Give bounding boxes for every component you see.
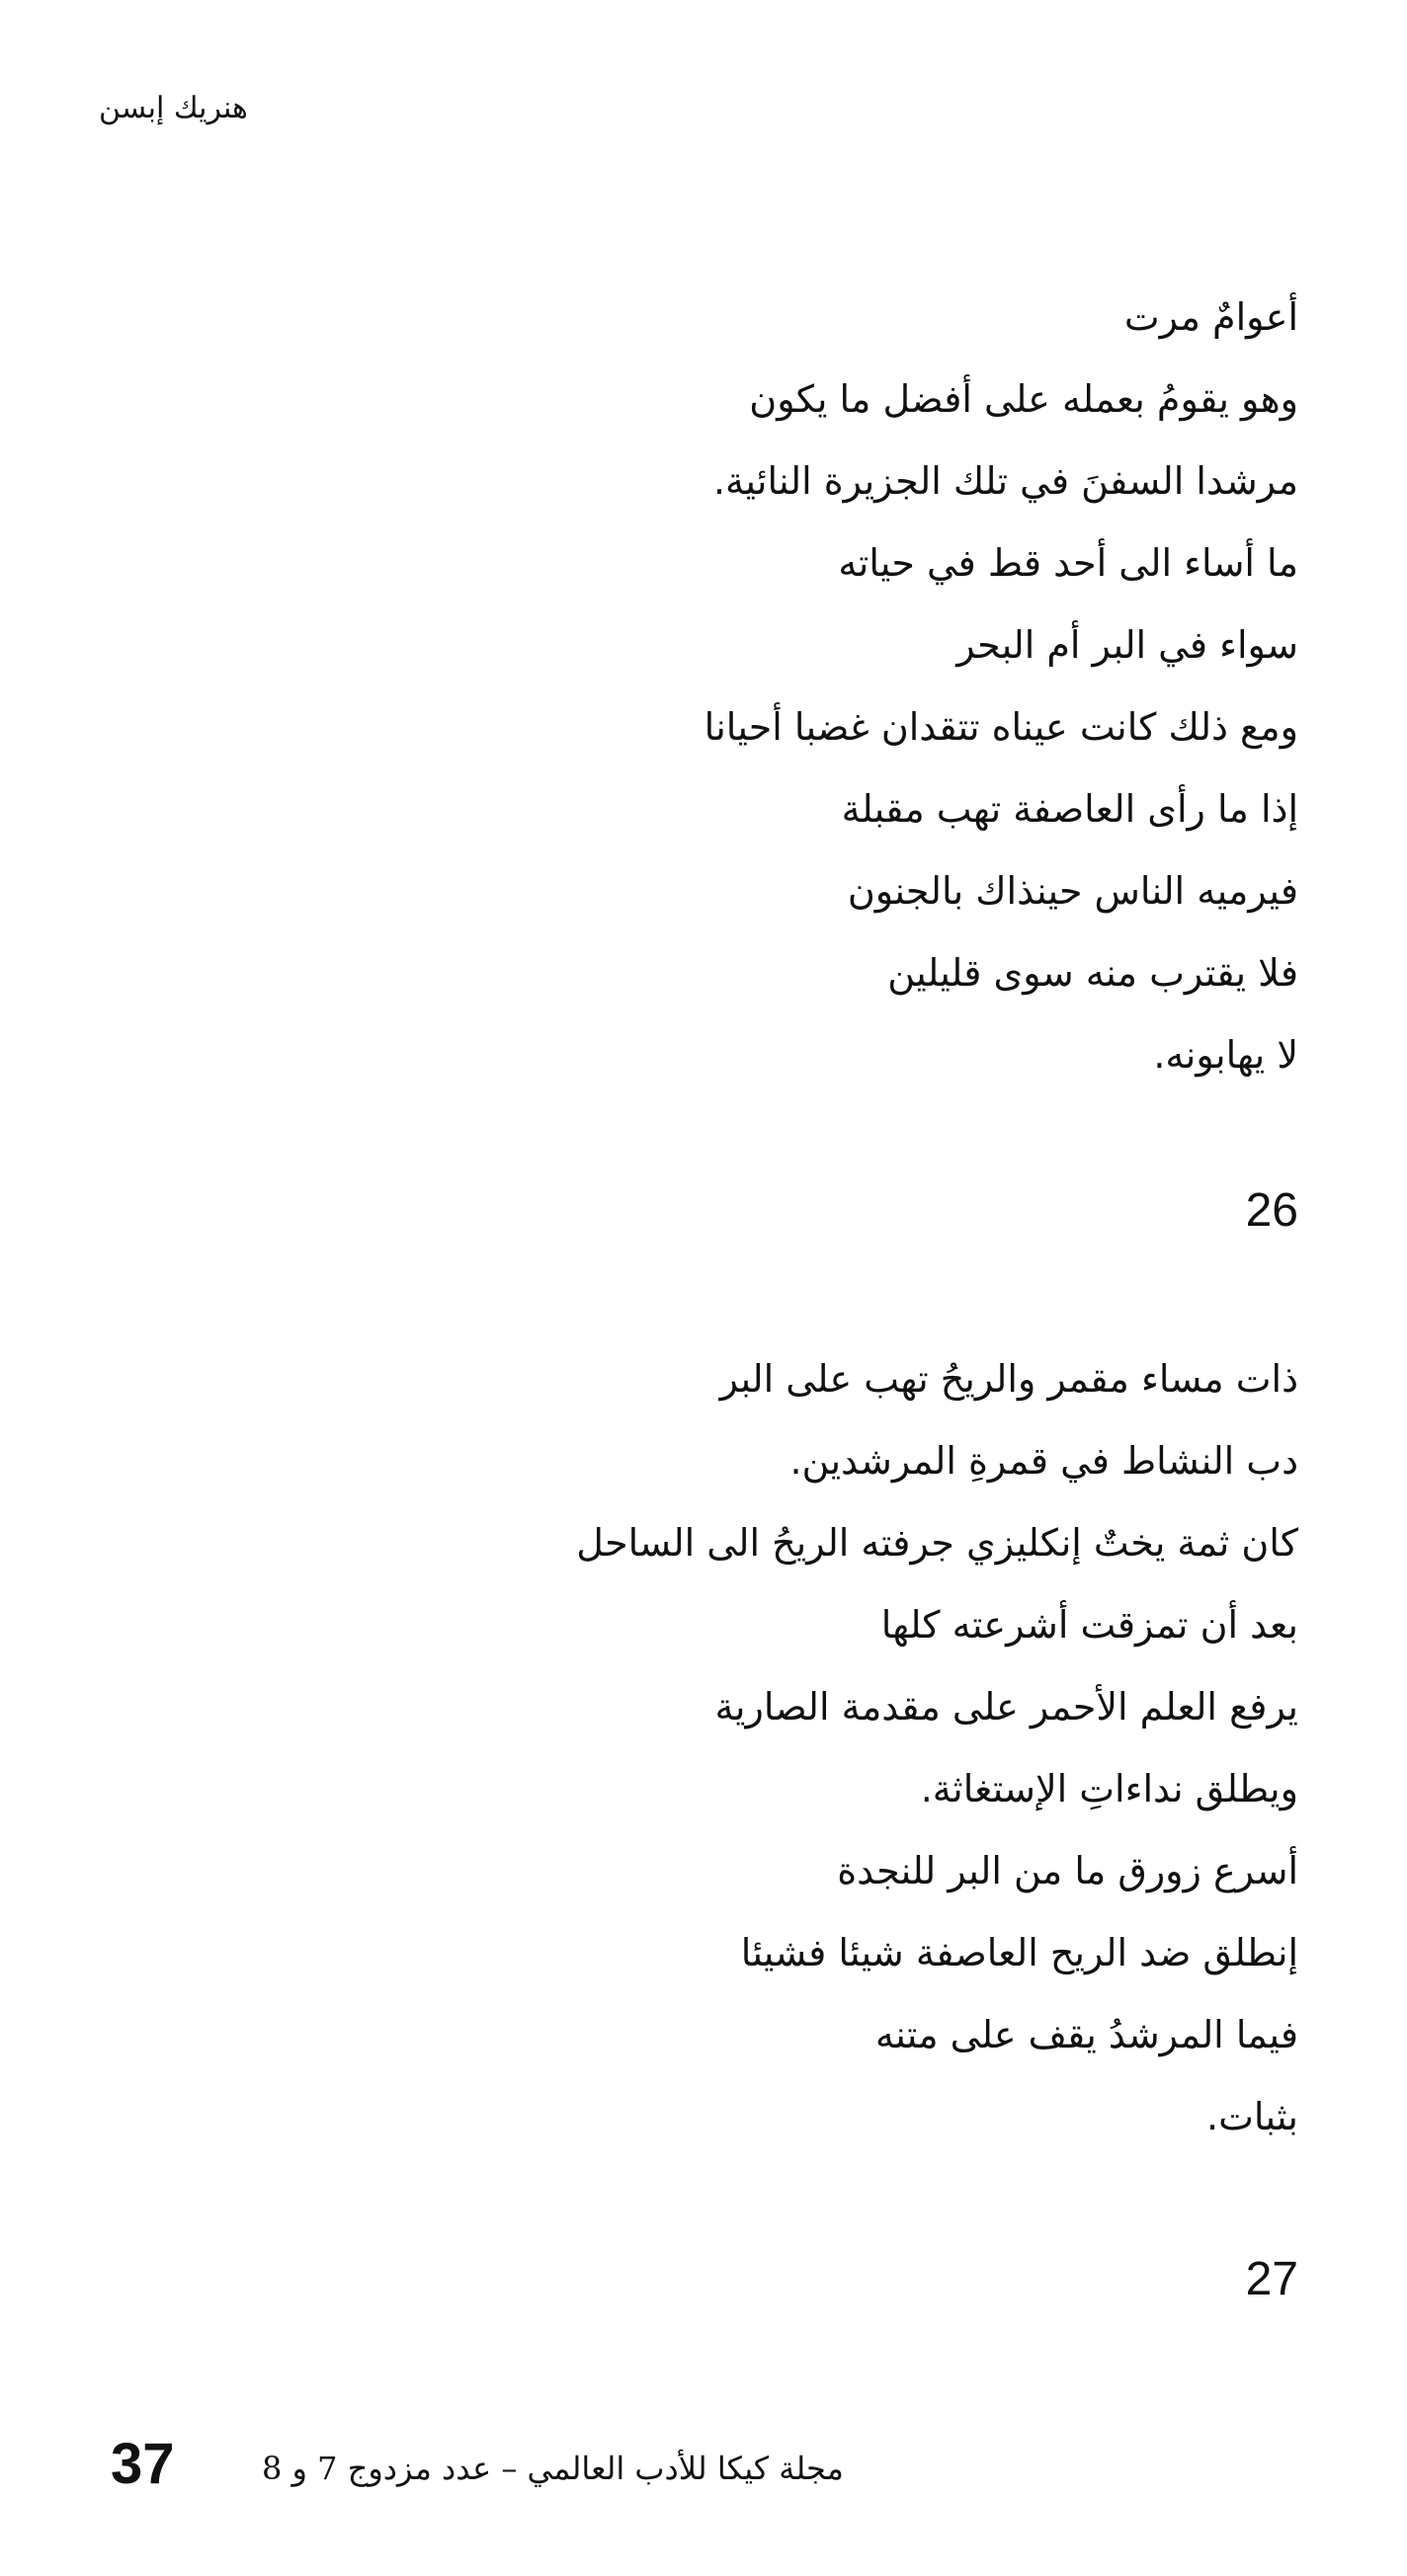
verse-line: وهو يقومُ بعمله على أفضل ما يكون: [749, 377, 1298, 421]
verse-line: ذات مساء مقمر والريحُ تهب على البر: [719, 1357, 1298, 1401]
journal-footer: مجلة كيكا للأدب العالمي – عدد مزدوج 7 و 8: [262, 2450, 844, 2487]
page-number: 37: [111, 2432, 175, 2496]
verse-line: كان ثمة يختٌ إنكليزي جرفته الريحُ الى الساحل: [576, 1521, 1298, 1565]
verse-line: أعوامٌ مرت: [1123, 295, 1298, 339]
verse-line: ومع ذلك كانت عيناه تتقدان غضبا أحيانا: [704, 705, 1298, 749]
stanza-section-a: [162, 277, 1298, 1096]
verse-line: إذا ما رأى العاصفة تهب مقبلة: [841, 787, 1298, 831]
verse-line: فلا يقترب منه سوى قليلين: [887, 951, 1298, 995]
verse-line: ويطلق نداءاتِ الإستغاثة.: [920, 1767, 1298, 1811]
verse-line: إنطلق ضد الريح العاصفة شيئا فشيئا: [740, 1931, 1298, 1974]
verse-line: ما أساء الى أحد قط في حياته: [838, 541, 1298, 585]
verse-line: يرفع العلم الأحمر على مقدمة الصارية: [714, 1685, 1298, 1729]
verse-line: بعد أن تمزقت أشرعته كلها: [880, 1603, 1298, 1647]
verse-line: دب النشاط في قمرةِ المرشدين.: [789, 1439, 1298, 1483]
stanza-section-b: [162, 1338, 1298, 2158]
stanza-number-27: 27: [1245, 2253, 1298, 2305]
verse-line: فيما المرشدُ يقف على متنه: [874, 2013, 1298, 2056]
verse-line: أسرع زورق ما من البر للنجدة: [837, 1849, 1298, 1892]
verse-line: سواء في البر أم البحر: [956, 623, 1298, 667]
verse-line: فيرميه الناس حينذاك بالجنون: [847, 869, 1298, 913]
verse-line: لا يهابونه.: [1153, 1033, 1298, 1077]
verse-line: بثبات.: [1206, 2095, 1298, 2138]
running-head: هنريك إبسن: [99, 91, 248, 125]
stanza-number-26: 26: [1245, 1184, 1298, 1237]
verse-line: مرشدا السفنَ في تلك الجزيرة النائية.: [712, 459, 1298, 503]
